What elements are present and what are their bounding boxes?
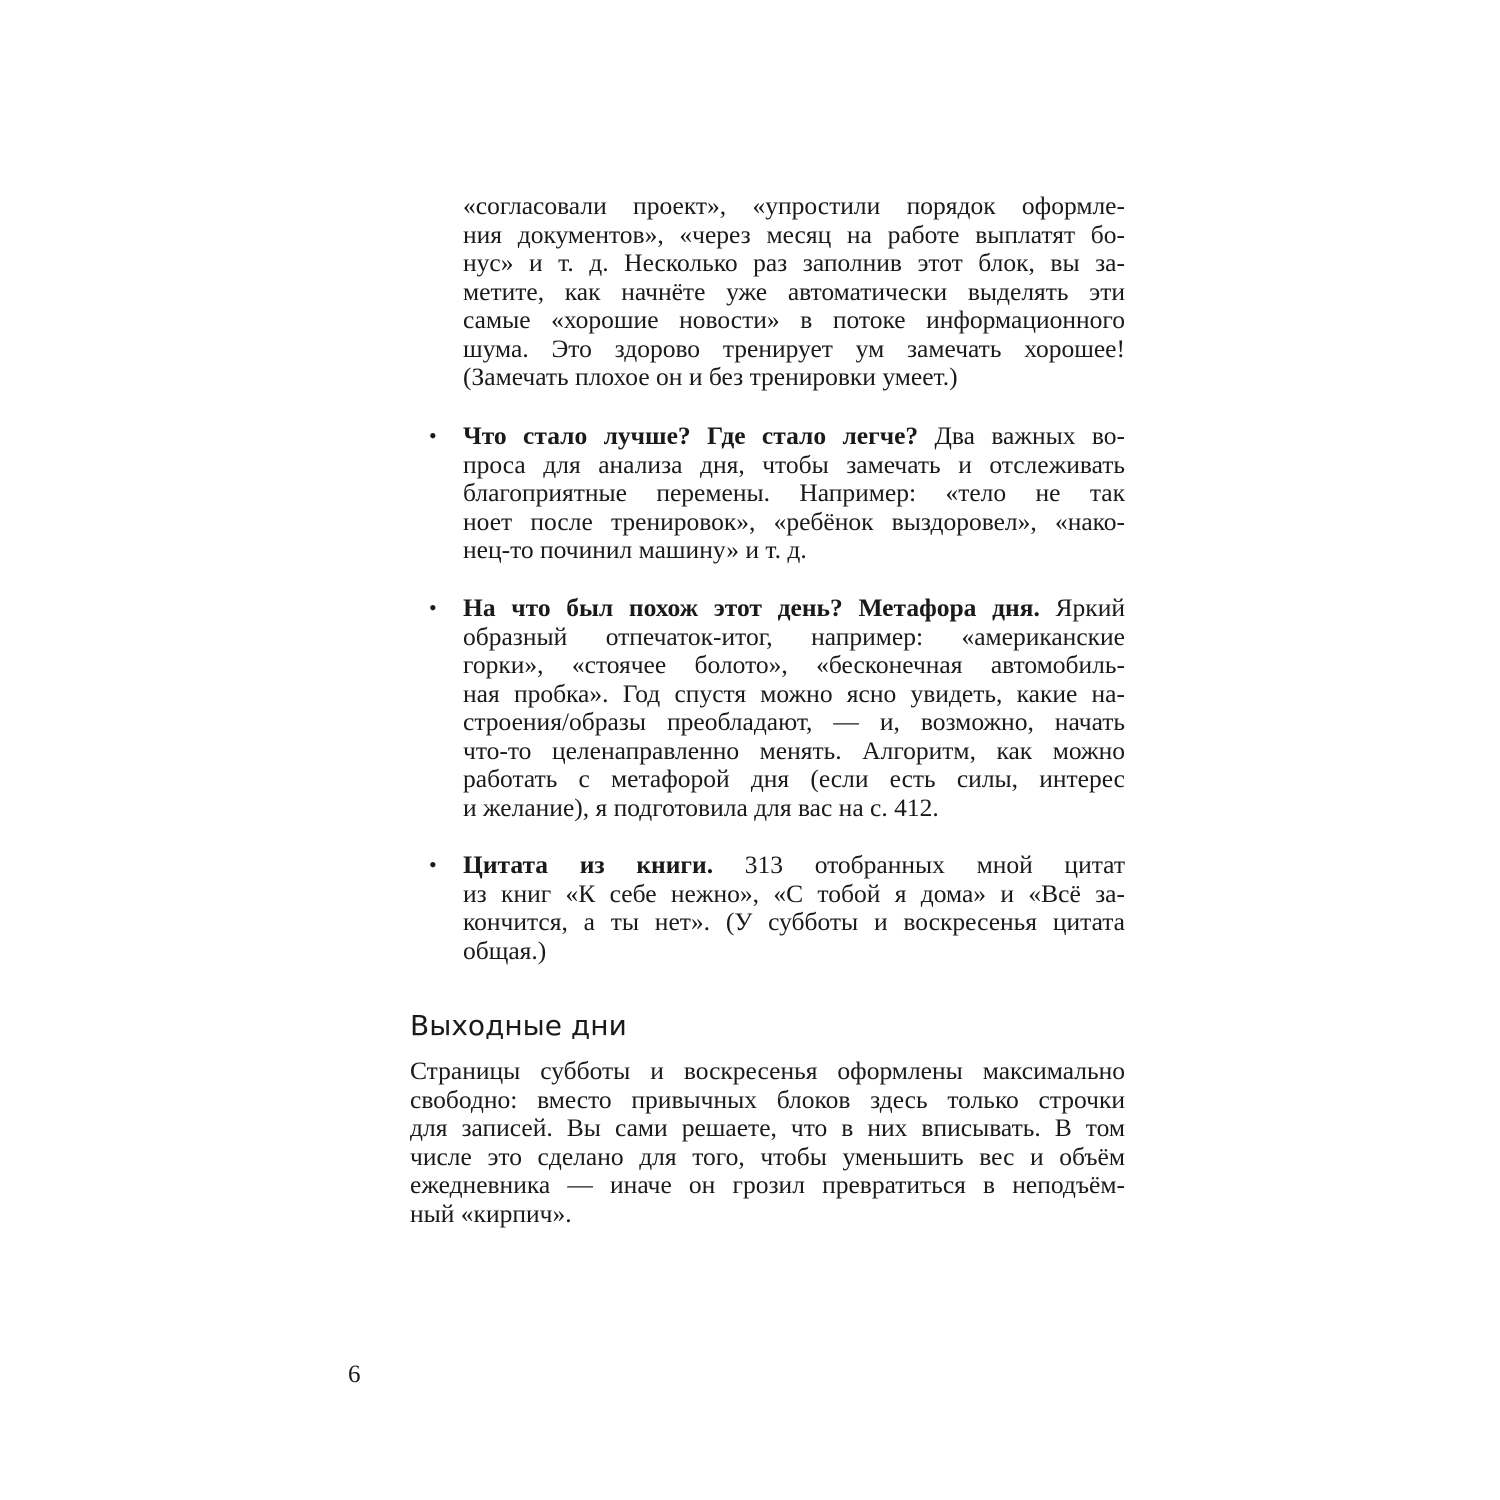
section-line: числе это сделано для того, чтобы уменьшить вес и объём — [410, 1141, 1125, 1171]
bullet-line: ная пробка». Год спустя можно ясно увидеть, какие на- — [463, 678, 1125, 708]
paragraph-line: (Замечать плохое он и без тренировки умеет.) — [463, 362, 958, 391]
bullet-line: горки», «стоячее болото», «бесконечная автомобиль- — [463, 650, 1125, 679]
bullet-title: Что стало лучше? Где стало легче? — [463, 421, 919, 450]
bullet-text: 313 отобранных мной цитат — [713, 850, 1125, 879]
bullet-line: что-то целенаправленно менять. Алгоритм, как можно — [463, 735, 1125, 765]
paragraph-line: самые «хорошие новости» в потоке информационного — [463, 305, 1125, 334]
section-heading: Выходные дни — [410, 1009, 627, 1042]
paragraph-line: метите, как начнёте уже автоматически выделять эти — [463, 276, 1125, 306]
bullet-dot: • — [429, 595, 437, 620]
bullet-text: Яркий — [1039, 593, 1125, 622]
bullet-line: общая.) — [463, 935, 547, 965]
bullet-first-line — [463, 423, 1125, 449]
paragraph-line: шума. Это здорово тренирует ум замечать хорошее! — [463, 333, 1125, 363]
bullet-title: На что был похож этот день? Метафора дня. — [463, 593, 1040, 622]
bullet-dot: • — [429, 423, 437, 448]
bullet-line: строения/образы преобладают, — и, возможно, начать — [463, 707, 1125, 736]
bullet-line: кончится, а ты нет». (У субботы и воскресенья цитата — [463, 907, 1125, 936]
section-line: ежедневника — иначе он грозил превратиться в неподъём- — [410, 1170, 1125, 1199]
bullet-line: работать с метафорой дня (если есть силы, интерес — [463, 764, 1125, 793]
section-line: для записей. Вы сами решаете, что в них вписывать. В том — [410, 1113, 1125, 1142]
bullet-first-line — [463, 852, 1125, 878]
bullet-line: и желание), я подготовила для вас на с. 412. — [463, 792, 939, 822]
section-line: свободно: вместо привычных блоков здесь только строчки — [410, 1084, 1125, 1114]
bullet-line: образный отпечаток-итог, например: «американские — [463, 621, 1125, 651]
section-line: ный «кирпич». — [410, 1198, 572, 1228]
bullet-first-line — [463, 595, 1125, 621]
paragraph-line: ния документов», «через месяц на работе выплатят бо- — [463, 219, 1125, 249]
page-number: 6 — [348, 1361, 361, 1388]
bullet-line: проса для анализа дня, чтобы замечать и отслеживать — [463, 449, 1125, 479]
bullet-line: благоприятные перемены. Например: «тело не так — [463, 478, 1125, 507]
paragraph-line: «согласовали проект», «упростили порядок оформле- — [463, 191, 1125, 220]
bullet-line: нец-то починил машину» и т. д. — [463, 535, 807, 564]
paragraph-line: нус» и т. д. Несколько раз заполнив этот блок, вы за- — [463, 248, 1125, 277]
bullet-line: из книг «К себе нежно», «С тобой я дома» и «Всё за- — [463, 878, 1125, 908]
bullet-title: Цитата из книги. — [463, 850, 714, 879]
bullet-dot: • — [429, 852, 437, 877]
bullet-text: Два важных во- — [918, 421, 1125, 450]
section-line: Страницы субботы и воскресенья оформлены максимально — [410, 1056, 1125, 1085]
bullet-line: ноет после тренировок», «ребёнок выздоровел», «нако- — [463, 506, 1125, 536]
